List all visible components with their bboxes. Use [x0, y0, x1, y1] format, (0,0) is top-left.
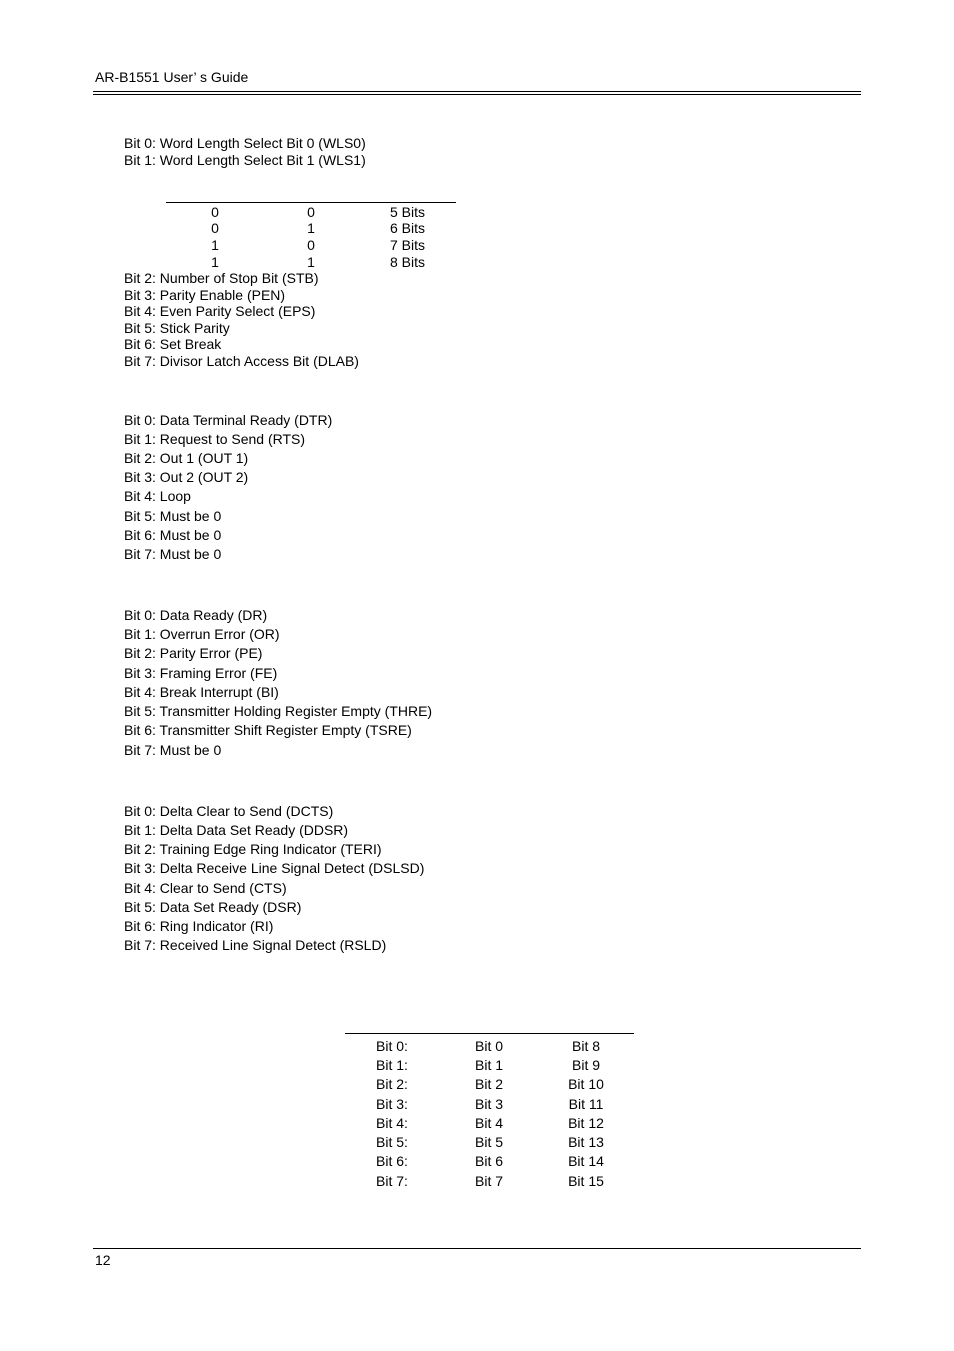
- table-cell: Bit 5: [475, 1134, 504, 1150]
- table-cell: Bit 4:: [376, 1115, 408, 1131]
- table-cell: Bit 2:: [376, 1076, 408, 1092]
- table-cell: Bit 3: [475, 1096, 504, 1112]
- list-item: Bit 0: Data Terminal Ready (DTR): [124, 412, 333, 428]
- table-cell: 1: [307, 254, 315, 270]
- table-cell: Bit 5:: [376, 1134, 408, 1150]
- table-cell: Bit 7: [475, 1173, 504, 1189]
- table-cell: Bit 0: [475, 1038, 504, 1054]
- table-cell: 5 Bits: [390, 204, 426, 220]
- page-number: 12: [95, 1252, 111, 1268]
- list-item: Bit 6: Set Break: [124, 336, 222, 352]
- list-item: Bit 2: Number of Stop Bit (STB): [124, 270, 319, 286]
- list-item: Bit 4: Even Parity Select (EPS): [124, 303, 316, 319]
- table-cell: 0: [211, 220, 219, 236]
- table-cell: Bit 6:: [376, 1153, 408, 1169]
- header-rule-thick: [93, 94, 861, 95]
- list-item: Bit 5: Must be 0: [124, 508, 222, 524]
- page-header-title: AR-B1551 User’ s Guide: [95, 69, 249, 85]
- list-item: Bit 7: Must be 0: [124, 546, 222, 562]
- table-cell: 7 Bits: [390, 237, 426, 253]
- list-item: Bit 4: Clear to Send (CTS): [124, 880, 287, 896]
- table-cell: Bit 7:: [376, 1173, 408, 1189]
- list-item: Bit 6: Transmitter Shift Register Empty (TSRE): [124, 722, 412, 738]
- list-item: Bit 1: Delta Data Set Ready (DDSR): [124, 822, 349, 838]
- table-cell: 1: [307, 220, 315, 236]
- list-item: Bit 1: Request to Send (RTS): [124, 431, 306, 447]
- table-cell: Bit 14: [568, 1153, 604, 1169]
- list-item: Bit 0: Delta Clear to Send (DCTS): [124, 803, 334, 819]
- table-cell: 0: [307, 204, 315, 220]
- table-cell: Bit 9: [571, 1057, 601, 1073]
- table-cell: 0: [211, 204, 219, 220]
- list-item: Bit 2: Training Edge Ring Indicator (TERI): [124, 841, 382, 857]
- list-item: Bit 7: Received Line Signal Detect (RSLD): [124, 937, 387, 953]
- list-item: Bit 3: Delta Receive Line Signal Detect (DSLSD): [124, 860, 425, 876]
- list-item: Bit 2: Parity Error (PE): [124, 645, 263, 661]
- list-item: Bit 3: Parity Enable (PEN): [124, 287, 286, 303]
- table-cell: Bit 15: [568, 1173, 604, 1189]
- table-cell: 1: [211, 237, 219, 253]
- table-cell: 8 Bits: [390, 254, 426, 270]
- table-cell: Bit 8: [571, 1038, 601, 1054]
- table-cell: 1: [211, 254, 219, 270]
- list-item: Bit 0: Word Length Select Bit 0 (WLS0): [124, 135, 366, 151]
- table-cell: Bit 4: [475, 1115, 504, 1131]
- word-length-table-rule: [166, 202, 456, 203]
- list-item: Bit 3: Framing Error (FE): [124, 665, 278, 681]
- list-item: Bit 5: Transmitter Holding Register Empty (THRE): [124, 703, 433, 719]
- list-item: Bit 4: Break Interrupt (BI): [124, 684, 279, 700]
- list-item: Bit 7: Must be 0: [124, 742, 222, 758]
- divisor-table-rule: [345, 1033, 634, 1034]
- list-item: Bit 6: Must be 0: [124, 527, 222, 543]
- table-cell: Bit 12: [568, 1115, 604, 1131]
- table-cell: Bit 0:: [376, 1038, 408, 1054]
- table-cell: Bit 3:: [376, 1096, 408, 1112]
- footer-rule: [93, 1248, 861, 1249]
- table-cell: Bit 13: [568, 1134, 604, 1150]
- table-cell: Bit 10: [568, 1076, 604, 1092]
- list-item: Bit 6: Ring Indicator (RI): [124, 918, 274, 934]
- table-cell: 0: [307, 237, 315, 253]
- table-cell: Bit 6: [475, 1153, 504, 1169]
- list-item: Bit 0: Data Ready (DR): [124, 607, 268, 623]
- list-item: Bit 2: Out 1 (OUT 1): [124, 450, 249, 466]
- list-item: Bit 5: Stick Parity: [124, 320, 230, 336]
- list-item: Bit 1: Word Length Select Bit 1 (WLS1): [124, 152, 366, 168]
- list-item: Bit 3: Out 2 (OUT 2): [124, 469, 249, 485]
- list-item: Bit 7: Divisor Latch Access Bit (DLAB): [124, 353, 359, 369]
- table-cell: Bit 11: [568, 1096, 604, 1112]
- table-cell: 6 Bits: [390, 220, 426, 236]
- table-cell: Bit 1: [475, 1057, 504, 1073]
- table-cell: Bit 2: [475, 1076, 504, 1092]
- table-cell: Bit 1:: [376, 1057, 408, 1073]
- list-item: Bit 4: Loop: [124, 488, 191, 504]
- list-item: Bit 5: Data Set Ready (DSR): [124, 899, 302, 915]
- list-item: Bit 1: Overrun Error (OR): [124, 626, 280, 642]
- header-rule-thin: [93, 91, 861, 92]
